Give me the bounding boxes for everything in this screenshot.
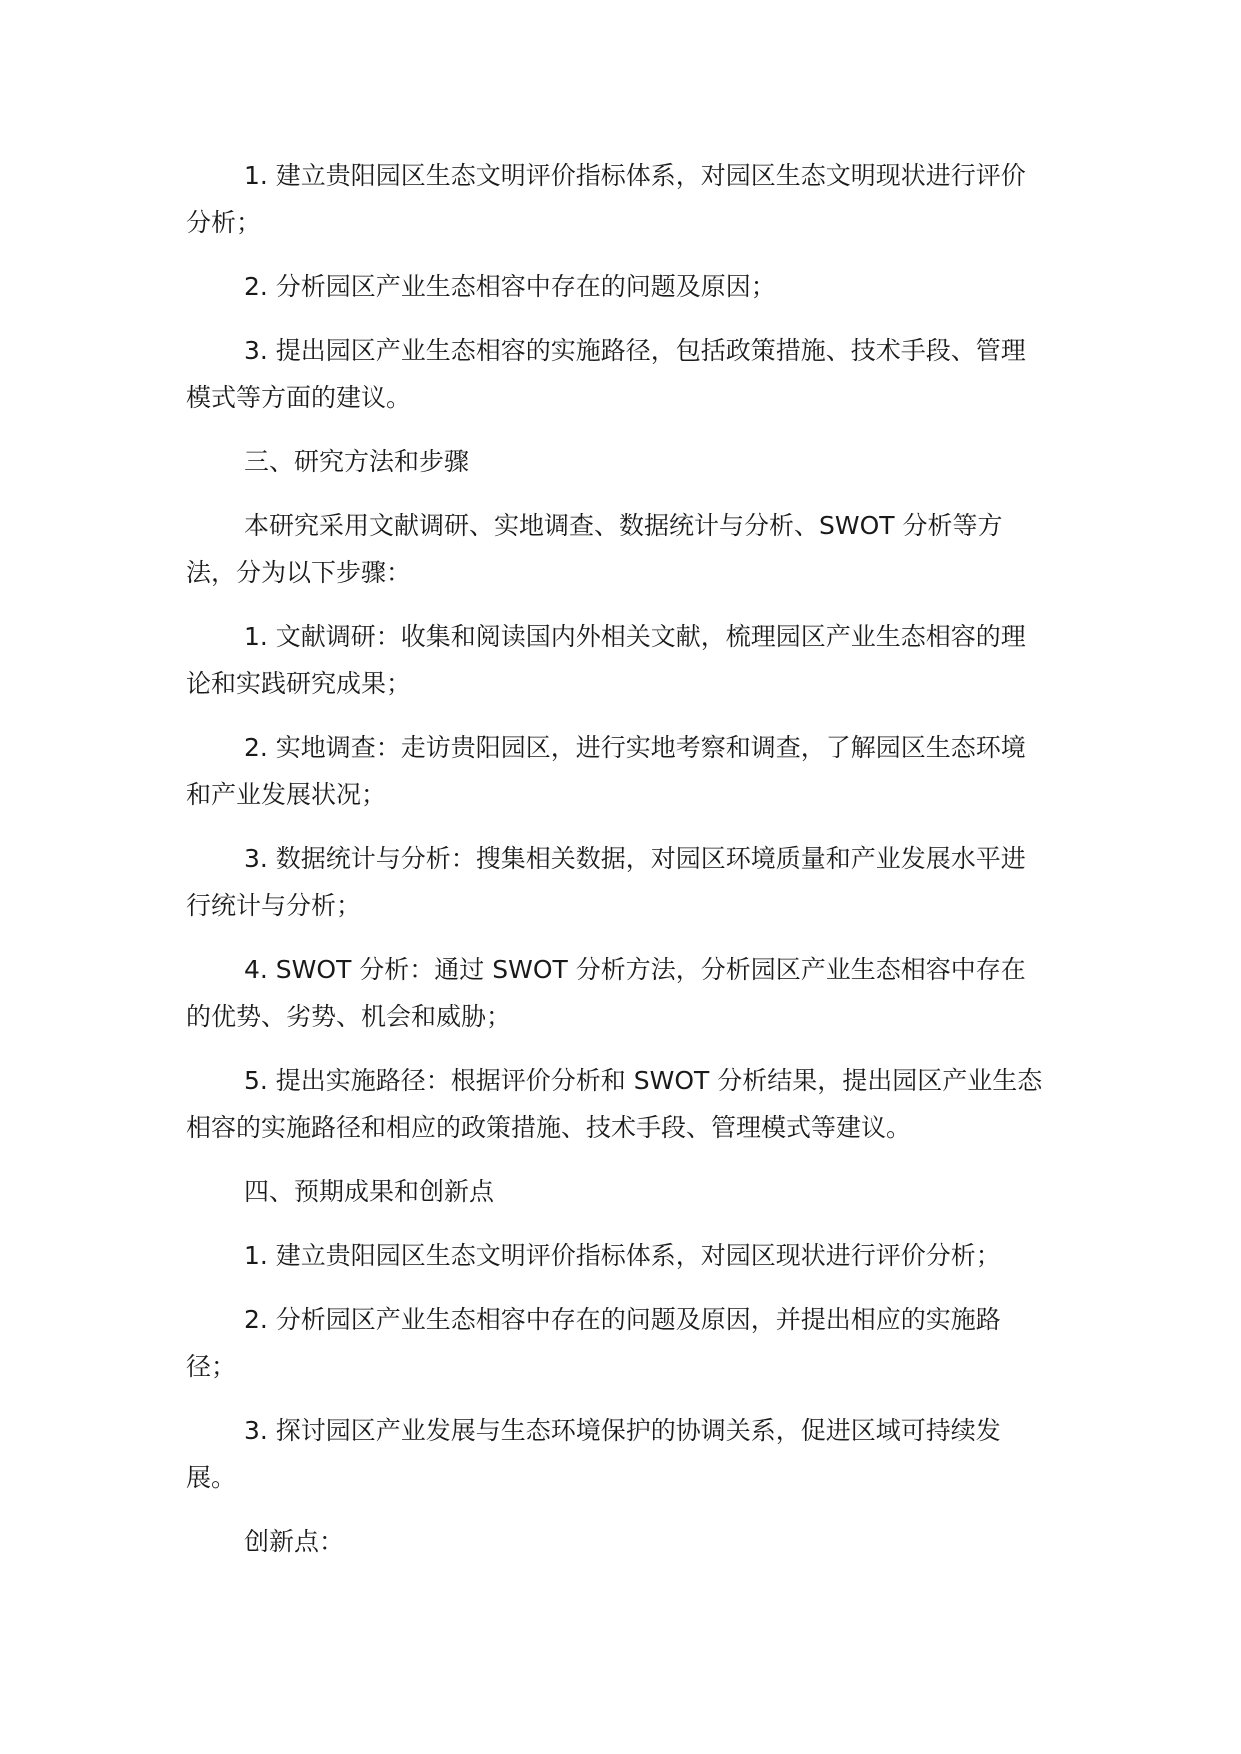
list-item-goal-2: 2. 分析园区产业生态相容中存在的问题及原因； <box>244 272 776 301</box>
list-item-step-2: 2. 实地调查：走访贵阳园区，进行实地考察和调查，了解园区生态环境和产业发展状况； <box>186 733 1026 809</box>
list-item-step-1: 1. 文献调研：收集和阅读国内外相关文献，梳理园区产业生态相容的理论和实践研究成果； <box>186 622 1026 698</box>
methods-intro-paragraph: 本研究采用文献调研、实地调查、数据统计与分析、SWOT 分析等方法，分为以下步骤： <box>186 511 1003 587</box>
list-item-outcome-3: 3. 探讨园区产业发展与生态环境保护的协调关系，促进区域可持续发展。 <box>186 1416 1001 1492</box>
section-heading-outcomes: 四、预期成果和创新点 <box>244 1177 495 1206</box>
list-item-step-5: 5. 提出实施路径：根据评价分析和 SWOT 分析结果，提出园区产业生态相容的实施路径和相应的政策措施、技术手段、管理模式等建议。 <box>186 1066 1043 1142</box>
section-heading-methods: 三、研究方法和步骤 <box>244 447 470 476</box>
document-body <box>186 152 1046 1582</box>
list-item-outcome-2: 2. 分析园区产业生态相容中存在的问题及原因，并提出相应的实施路径； <box>186 1305 1001 1381</box>
list-item-step-4: 4. SWOT 分析：通过 SWOT 分析方法，分析园区产业生态相容中存在的优势、劣势、机会和威胁； <box>186 955 1026 1031</box>
list-item-outcome-1: 1. 建立贵阳园区生态文明评价指标体系，对园区现状进行评价分析； <box>244 1241 1001 1270</box>
list-item-step-3: 3. 数据统计与分析：搜集相关数据，对园区环境质量和产业发展水平进行统计与分析； <box>186 844 1026 920</box>
innovation-label: 创新点： <box>244 1527 345 1556</box>
list-item-goal-3: 3. 提出园区产业生态相容的实施路径，包括政策措施、技术手段、管理模式等方面的建议。 <box>186 336 1026 412</box>
list-item-goal-1: 1. 建立贵阳园区生态文明评价指标体系，对园区生态文明现状进行评价分析； <box>186 161 1026 237</box>
